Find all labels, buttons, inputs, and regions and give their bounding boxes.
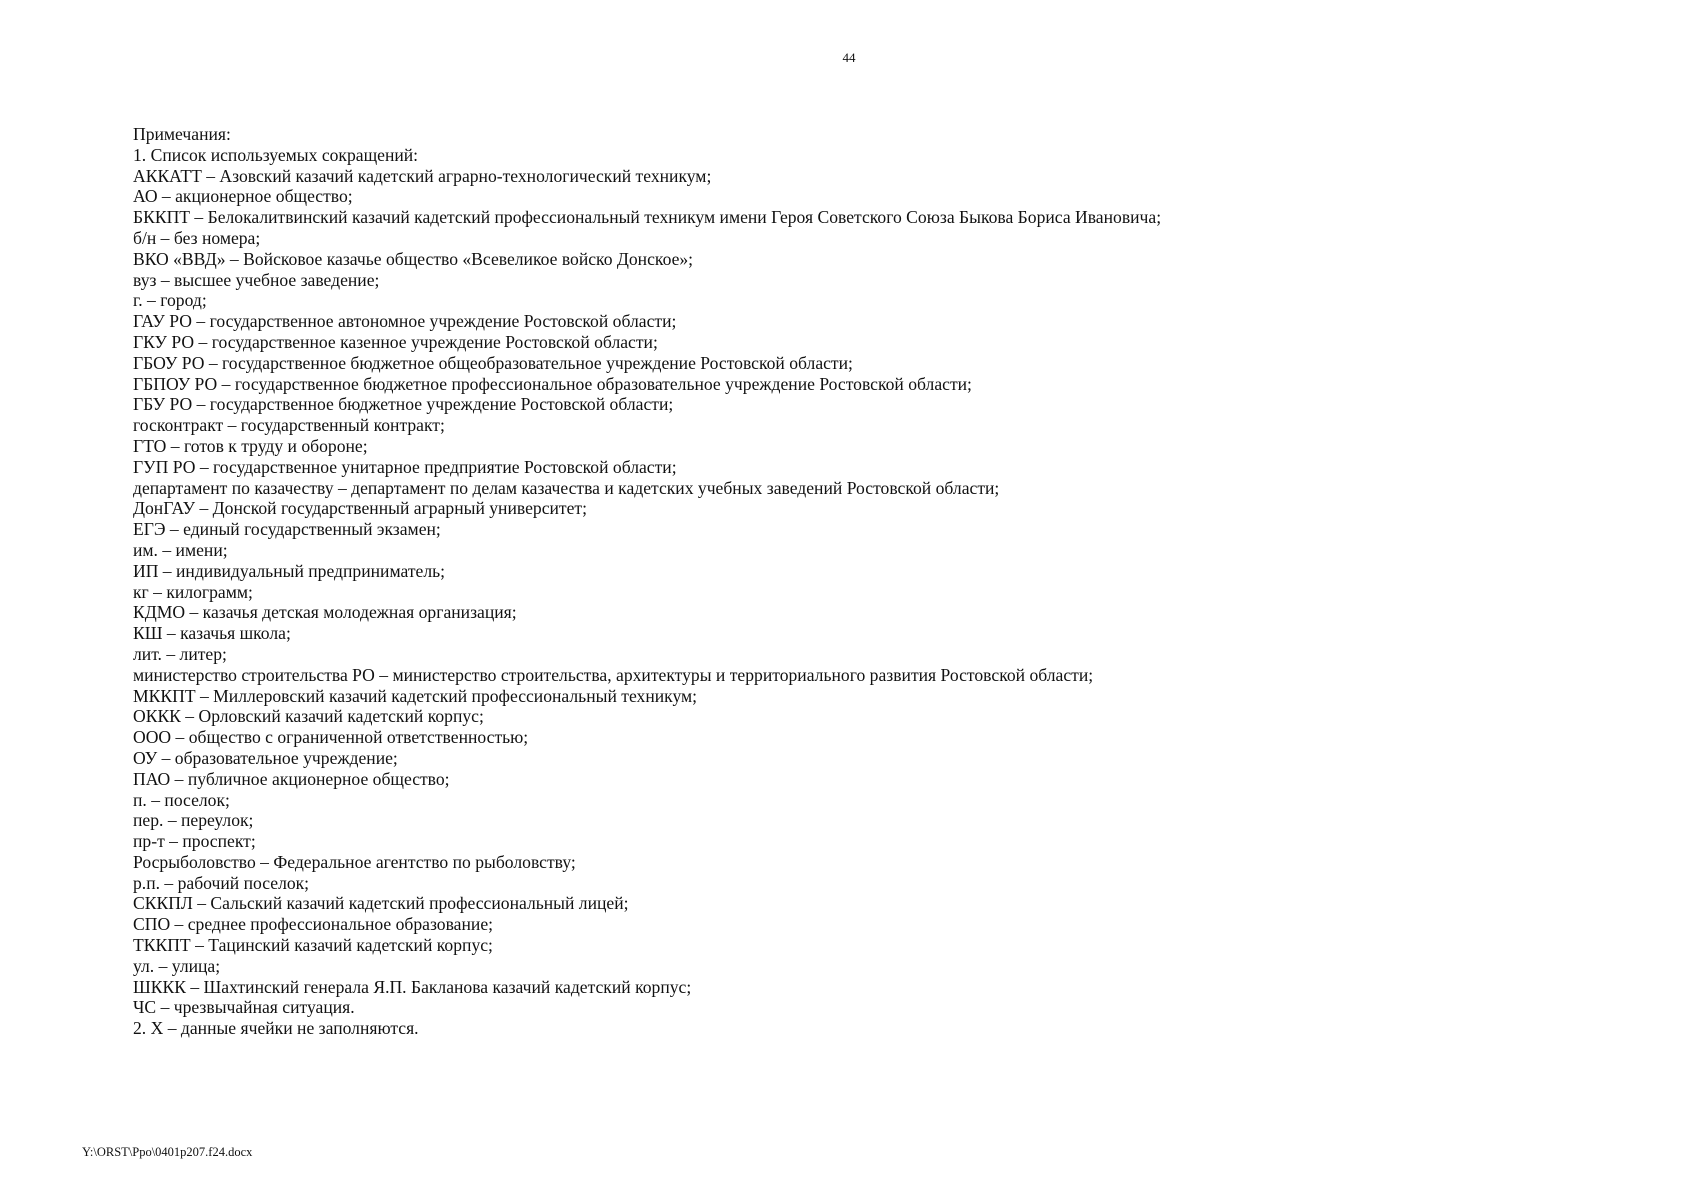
list-item: КДМО – казачья детская молодежная организация; — [133, 602, 517, 623]
list-item: б/н – без номера; — [133, 227, 261, 248]
list-item: ГАУ РО – государственное автономное учреждение Ростовской области; — [133, 311, 677, 332]
list-item: им. – имени; — [133, 539, 228, 560]
list-item: МККПТ – Миллеровский казачий кадетский профессиональный техникум; — [133, 685, 698, 706]
list-item: АО – акционерное общество; — [133, 186, 353, 207]
list-item: р.п. – рабочий поселок; — [133, 872, 310, 893]
list-item: ИП – индивидуальный предприниматель; — [133, 560, 446, 581]
notes-section — [133, 124, 1593, 1039]
list-item: ТККПТ – Тацинский казачий кадетский корпус; — [133, 935, 493, 956]
list-item: ул. – улица; — [133, 955, 221, 976]
list-item: СПО – среднее профессиональное образование; — [133, 914, 494, 935]
list-item: госконтракт – государственный контракт; — [133, 415, 445, 436]
list-item: 1. Список используемых сокращений: — [133, 144, 419, 165]
list-item: ВКО «ВВД» – Войсковое казачье общество «Всевеликое войско Донское»; — [133, 248, 694, 269]
list-item: ПАО – публичное акционерное общество; — [133, 768, 450, 789]
list-item: ДонГАУ – Донской государственный аграрный университет; — [133, 498, 587, 519]
list-item: пер. – переулок; — [133, 810, 254, 831]
list-item: кг – килограмм; — [133, 581, 253, 602]
notes-heading: Примечания: — [133, 124, 231, 144]
list-item: СККПЛ – Сальский казачий кадетский профессиональный лицей; — [133, 893, 629, 914]
list-item: ООО – общество с ограниченной ответственностью; — [133, 727, 529, 748]
list-item: пр-т – проспект; — [133, 831, 256, 852]
list-item: АККАТТ – Азовский казачий кадетский аграрно-технологический техникум; — [133, 165, 712, 186]
list-item: ГТО – готов к труду и обороне; — [133, 435, 368, 456]
list-item: 2. Х – данные ячейки не заполняются. — [133, 1018, 419, 1039]
list-item: ГКУ РО – государственное казенное учреждение Ростовской области; — [133, 331, 658, 352]
list-item: ШККК – Шахтинский генерала Я.П. Бакланова казачий кадетский корпус; — [133, 976, 692, 997]
list-item: Росрыболовство – Федеральное агентство по рыболовству; — [133, 851, 576, 872]
list-item: г. – город; — [133, 290, 207, 311]
list-item: ГУП РО – государственное унитарное предприятие Ростовской области; — [133, 456, 677, 477]
list-item: ГБОУ РО – государственное бюджетное общеобразовательное учреждение Ростовской области; — [133, 352, 853, 373]
list-item: вуз – высшее учебное заведение; — [133, 269, 380, 290]
abbreviation-list — [133, 145, 1593, 1039]
list-item: КШ – казачья школа; — [133, 623, 291, 644]
list-item: министерство строительства РО – министерство строительства, архитектуры и территориального развития Ростовской области; — [133, 664, 1094, 685]
list-item: ОККК – Орловский казачий кадетский корпус; — [133, 706, 484, 727]
list-item: ЧС – чрезвычайная ситуация. — [133, 997, 355, 1018]
footer-file-path: Y:\ORST\Ppo\0401p207.f24.docx — [82, 1145, 253, 1159]
list-item: лит. – литер; — [133, 643, 227, 664]
list-item: п. – поселок; — [133, 789, 230, 810]
list-item: департамент по казачеству – департамент по делам казачества и кадетских учебных заведений Ростовской области; — [133, 477, 1000, 498]
list-item: ОУ – образовательное учреждение; — [133, 747, 398, 768]
list-item: ЕГЭ – единый государственный экзамен; — [133, 519, 441, 540]
page-number: 44 — [842, 50, 856, 65]
list-item: БККПТ – Белокалитвинский казачий кадетский профессиональный техникум имени Героя Советского Союза Быкова Бориса Ивановича; — [133, 207, 1162, 228]
list-item: ГБУ РО – государственное бюджетное учреждение Ростовской области; — [133, 394, 674, 415]
list-item: ГБПОУ РО – государственное бюджетное профессиональное образовательное учреждение Ростовской области; — [133, 373, 972, 394]
